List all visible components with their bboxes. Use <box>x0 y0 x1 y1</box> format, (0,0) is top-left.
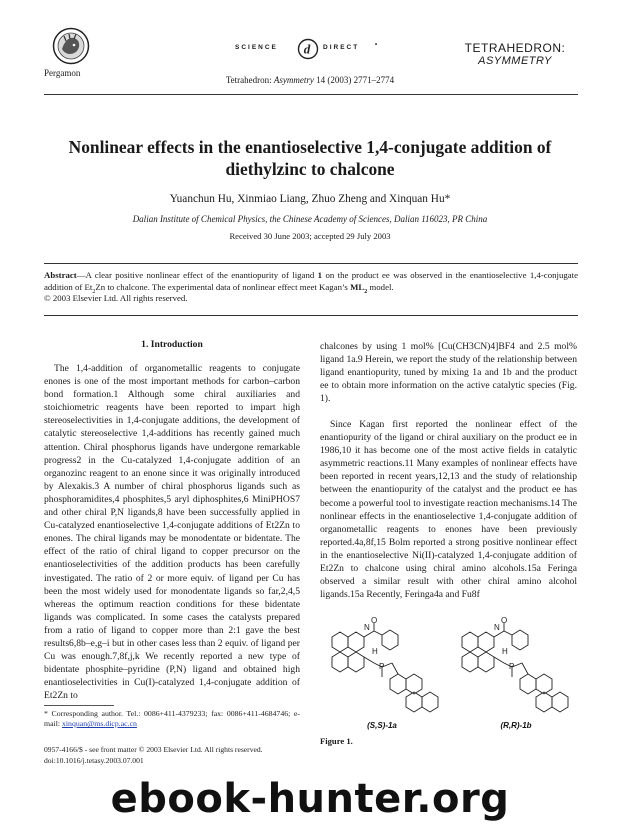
dates: Received 30 June 2003; accepted 29 July 2003 <box>229 231 391 241</box>
publisher-logo <box>52 27 90 65</box>
figure-caption: Figure 1. <box>320 736 353 746</box>
atom-o-1b: O <box>501 616 508 625</box>
sciencedirect-logo: SCIENCE d DIRECT • <box>235 38 385 60</box>
header-rule <box>44 94 578 95</box>
journal-title-box <box>455 41 575 67</box>
watermark[interactable]: ebook-hunter.org <box>110 776 510 822</box>
affiliation: Dalian Institute of Chemical Physics, the Chinese Academy of Sciences, Dalian 116023, PR China <box>132 214 488 224</box>
journal-reference: Tetrahedron: Asymmetry 14 (2003) 2771–2774 <box>225 75 395 85</box>
publisher-name: Pergamon <box>44 68 81 78</box>
figure-1-structures <box>320 617 578 732</box>
journal-box-line1: TETRAHEDRON: <box>464 41 566 55</box>
at-d-icon <box>297 38 319 60</box>
structure-1a <box>332 623 438 712</box>
journal-box-line2: ASYMMETRY <box>478 55 552 67</box>
atom-o-1a: O <box>371 616 378 625</box>
email-link[interactable]: xinquan@ms.dicp.ac.cn <box>61 719 137 728</box>
abstract: Abstract—A clear positive nonlinear effect of the enantiopurity of ligand 1 on the product ee was observed in the enantioselective 1,4-conjugate addition of $Et_2Zn$ to chalcone. The experimental data of nonlinear effect meet Kagan’s $ML_2$ model. © 2003 Elsevier Ltd. All rights reserved. <box>44 270 578 304</box>
label-1a: (S,S)-1a <box>367 721 397 730</box>
label-1b: (R,R)-1b <box>500 721 532 730</box>
section-heading: 1. Introduction <box>141 339 203 350</box>
footnote-rule <box>44 705 114 706</box>
atom-p-1a: P <box>379 662 385 671</box>
article-title <box>0 136 620 180</box>
atom-n-1b: N <box>494 623 500 632</box>
svg-text:d: d <box>303 41 313 57</box>
intro-paragraph-3: Since Kagan first reported the nonlinear effect of the enantiopurity of the ligand or chiral auxiliary on the product ee in 1986,10 it has become one of the most active fields in catalytic asymmetric reactions.11 Many examples of nonlinear effects have been reported in recent years,12,13 and the study of relationship between the enantiopurity of the catalyst and the product ee has become a powerful tool to investigate reaction mechanisms.14 The nonlinear effects in the enantioselective 1,4-conjugate addition of organometallic reagents to enones have been previously reported.4a,8f,15 Bolm reported a strong positive nonlinear effect in the enantioselective Ni(II)-catalyzed 1,4-conjugate addition of Et2Zn to chalcone using chiral amino alcohols.15a Feringa observed a similar result with other chiral amino alcohol ligands.15a Recently, Feringa4a and Fu8f <box>320 419 577 601</box>
title-line2: diethylzinc to chalcone <box>225 159 395 179</box>
issn-line: 0957-4166/$ - see front matter © 2003 Elsevier Ltd. All rights reserved. <box>44 745 263 754</box>
title-line1: Nonlinear effects in the enantioselective 1,4-conjugate addition of <box>68 137 552 157</box>
intro-paragraph-1: The 1,4-addition of organometallic reagents to conjugate enones is one of the most important methods for carbon–carbon bond formation.1 Although some chiral auxiliaries and stoichiometric reagents have been reported to impart high stereoselectivities in 1,4-conjugate additions, the development of catalytic stereoselective 1,4-additions has recently gained much attention. Chiral phosphorus ligands have undergone remarkable progress2 in the Cu-catalyzed 1,4-conjugate addition of an organozinc reagent to an enone since it was originally introduced by Alexakis.3 A number of chiral phosphorus ligands such as phosphoramidites,4 phosphites,5 aryl diphosphites,6 MiniPHOS7 and other chiral P,N ligands,8 have been successfully applied in Cu-catalyzed enantioselective 1,4-conjugate additions of Et2Zn to enones. The chiral ligands may be monodentate or bidentate. The effect of the ratio of chiral ligand to copper precursor on the enantioselectivities of the addition products has been carefully investigated. The ratio of 2 or more equiv. of ligand per Cu has been the most widely used for monodentate ligands so far,2,4,5 whereas the optimum reaction conditions for these bidentate ligands was complicated. In some cases the catalysts prepared from a ratio of ligand to copper more than 2:1 gave the best results6,8b–e,g–i but in other cases less than 2 equiv. of ligand per Cu was enough.7,8f,j,k We recently reported a new type of bidentate phosphite–pyridine (P,N) ligand and obtained high enantioselectivities in Cu(I)-catalyzed 1,4-conjugate addition of Et2Zn to <box>44 363 300 702</box>
atom-h-1a: H <box>372 647 378 656</box>
authors: Yuanchun Hu, Xinmiao Liang, Zhuo Zheng and Xinquan Hu* <box>169 193 451 205</box>
atom-h-1b: H <box>502 647 508 656</box>
abstract-label: Abstract <box>44 270 77 280</box>
footnote: * Corresponding author. Tel.: 0086+411-4379233; fax: 0086+411-4684746; e-mail: xinquan@ms.dicp.ac.cn <box>44 709 300 728</box>
structure-1b <box>462 623 568 712</box>
atom-p-1b: P <box>509 662 515 671</box>
atom-n-1a: N <box>364 623 370 632</box>
abstract-top-rule <box>44 263 578 264</box>
abstract-bottom-rule <box>44 315 578 316</box>
doi-line: doi:10.1016/j.tetasy.2003.07.001 <box>44 756 144 765</box>
logo-text-hidden <box>235 38 236 39</box>
intro-paragraph-2: chalcones by using 1 mol% [Cu(CH3CN)4]BF4 and 2.5 mol% ligand 1a.9 Herein, we report the study of the relationship between ligand enantiopurity, tuned by mixing 1a and 1b and the product ee to obtain more information on the active catalytic species (Fig. 1). <box>320 341 577 405</box>
abstract-copyright: © 2003 Elsevier Ltd. All rights reserved. <box>44 293 188 304</box>
